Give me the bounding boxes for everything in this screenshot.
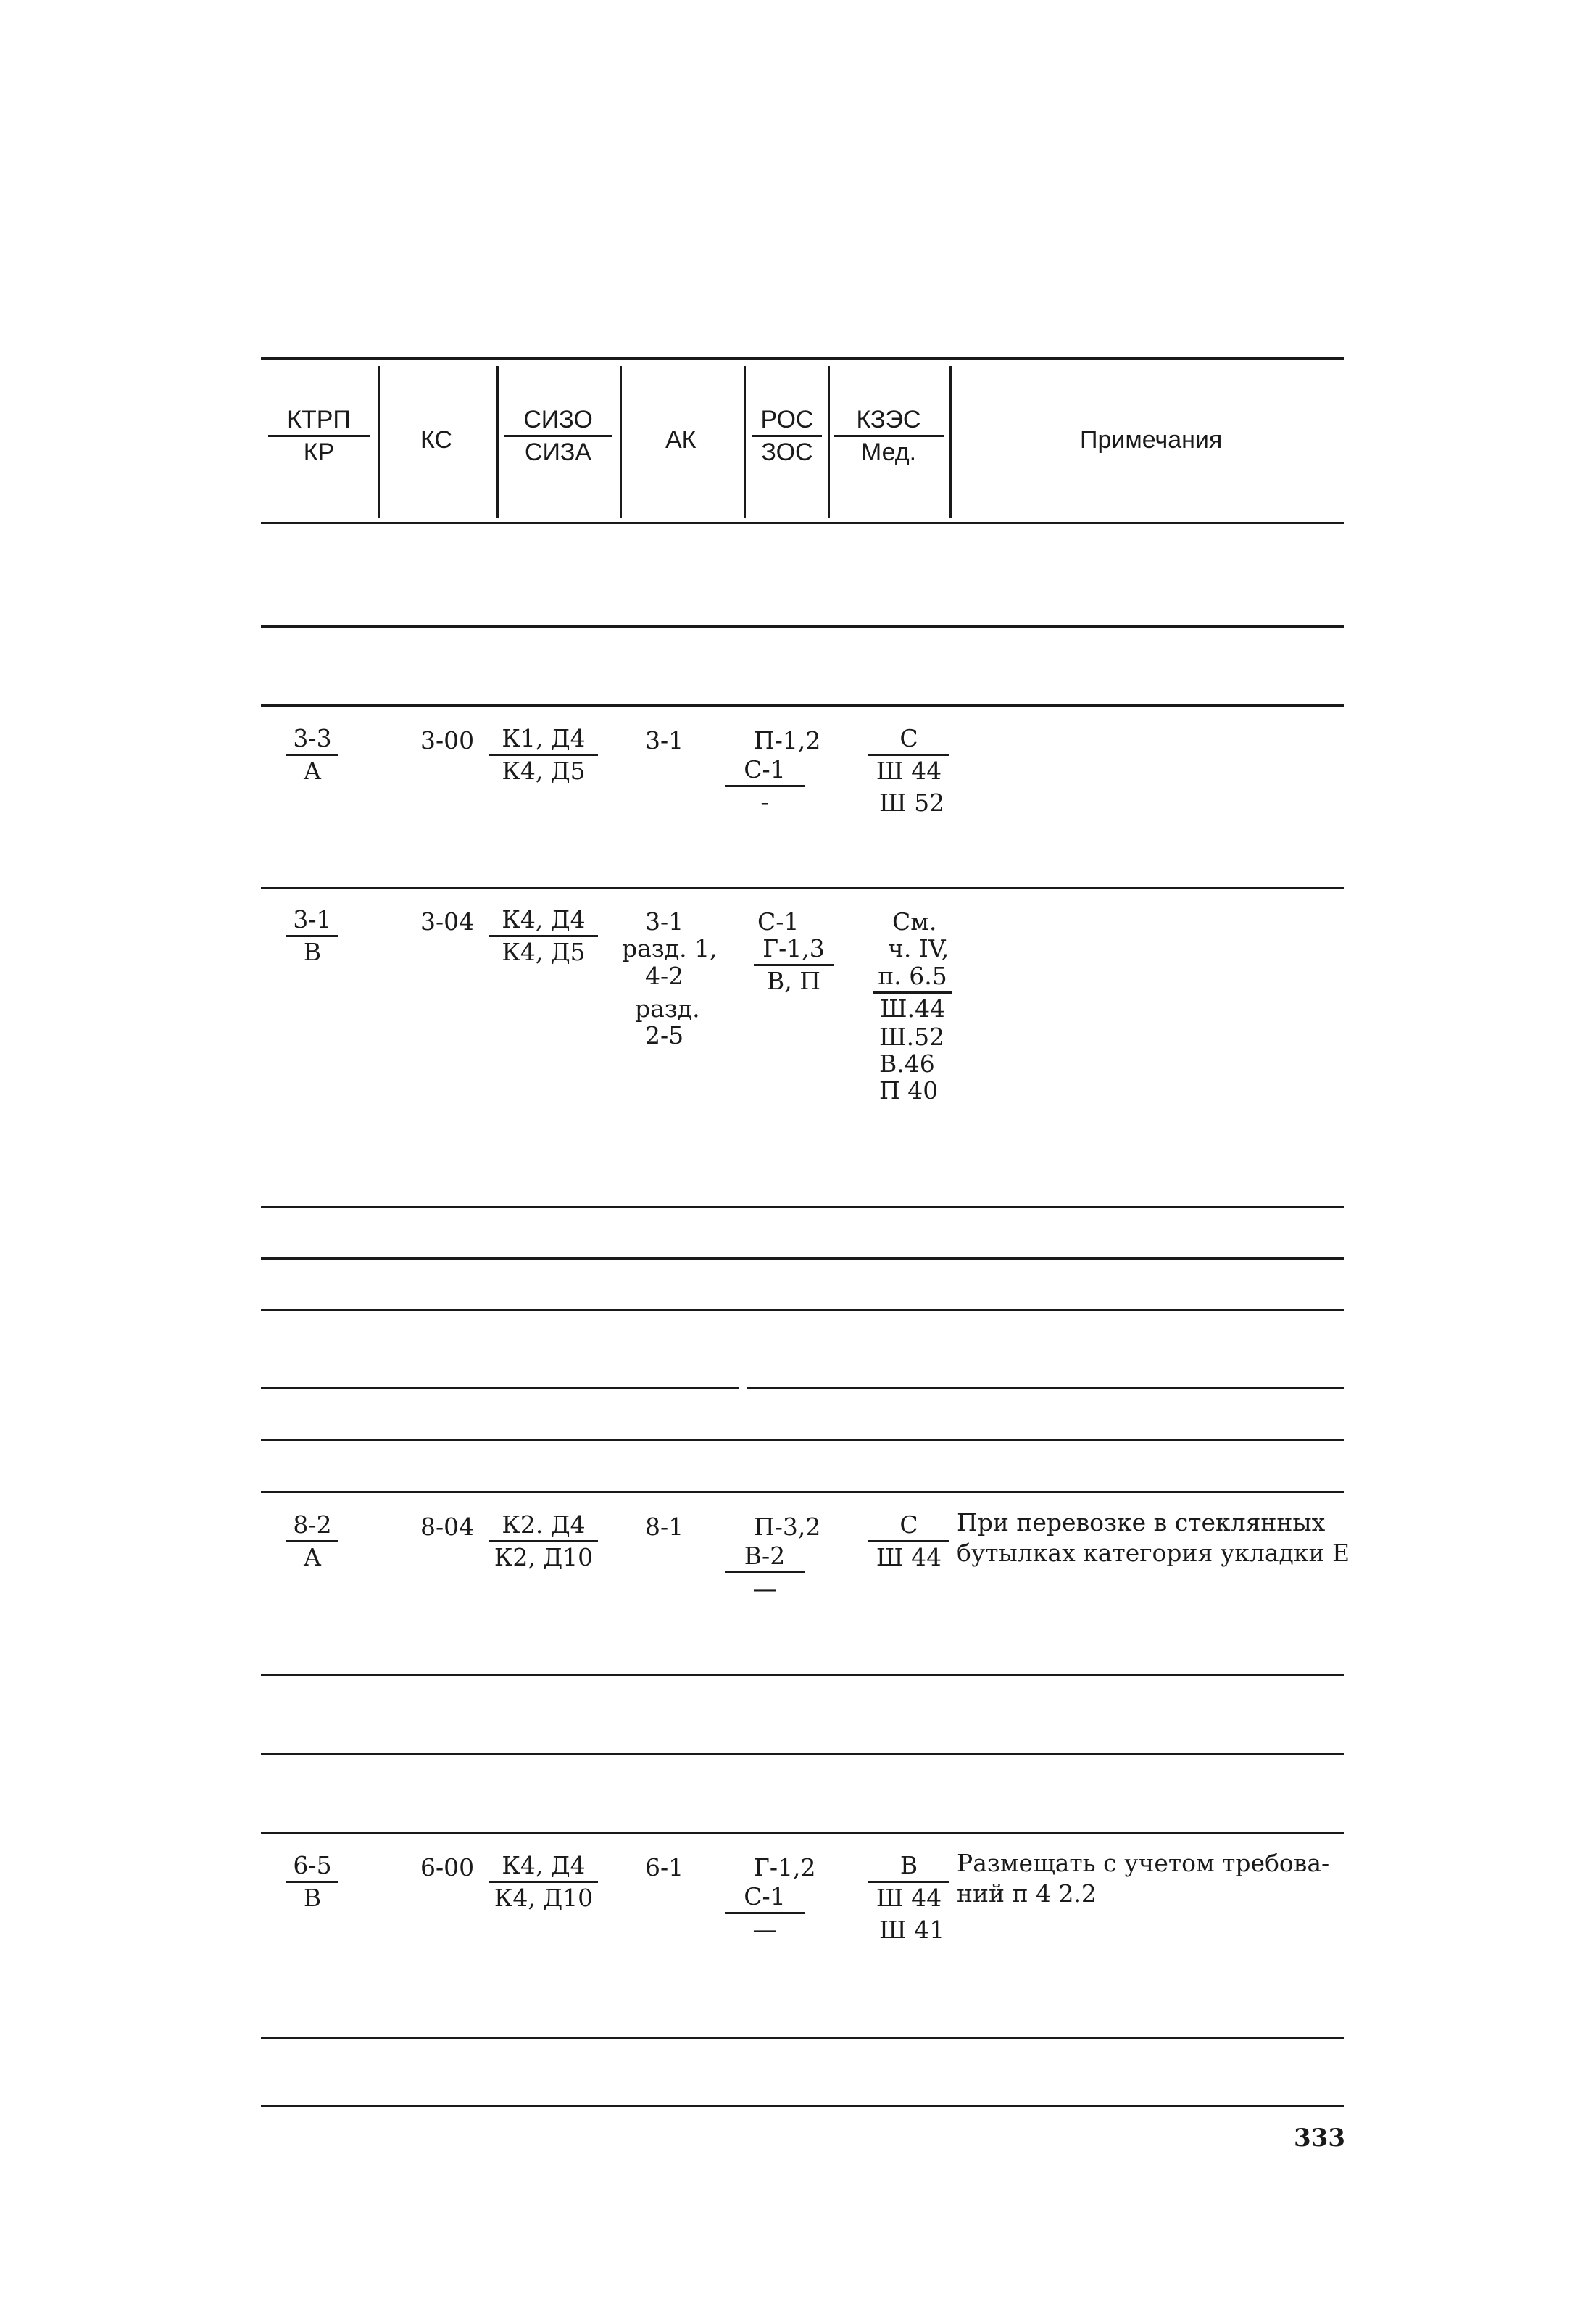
header-kzes: КЗЭС	[856, 406, 921, 433]
row-rule	[261, 1387, 739, 1389]
sizo-siza-cell	[489, 725, 598, 785]
kzes-value: С	[899, 724, 918, 752]
sizo-value: К2. Д4	[502, 1510, 586, 1539]
kr-value: В	[303, 1884, 322, 1912]
med-value: Ш 44	[876, 1543, 942, 1571]
ros-zos-cell	[754, 935, 834, 995]
kzes-value: п. 6.5	[878, 962, 947, 990]
ks-value: 6-00	[420, 1853, 475, 1882]
ros-extra-value: —	[752, 1574, 777, 1602]
row-rule	[261, 1753, 1344, 1755]
header-ks: КС	[420, 426, 452, 454]
med-value: Ш 44	[876, 757, 942, 785]
ak-value: 3-1	[645, 907, 684, 936]
zos-cell	[725, 1542, 805, 1602]
sizo-value: К1, Д4	[502, 724, 586, 752]
sizo-siza-cell	[489, 1511, 598, 1571]
kzes-extra-value: П 40	[879, 1076, 939, 1105]
kzes-extra-value: Ш 41	[879, 1916, 945, 1944]
header-divider	[620, 366, 622, 518]
row-rule	[261, 1206, 1344, 1208]
header-med: Мед.	[860, 438, 917, 466]
header-sizo-siza	[504, 406, 612, 466]
ktrp-kr-cell	[286, 725, 338, 785]
kzes-value: ч. IV,	[888, 934, 949, 962]
zos-cell	[725, 756, 805, 816]
header-divider	[496, 366, 499, 518]
ktrp-kr-cell	[286, 1511, 338, 1571]
row-rule	[747, 1387, 1344, 1389]
kzes-med-cell	[873, 962, 952, 1023]
row-rule	[261, 887, 1344, 889]
ktrp-kr-cell	[286, 1852, 338, 1912]
row-rule	[261, 2105, 1344, 2107]
row-rule	[261, 1439, 1344, 1441]
notes-cell	[957, 1848, 1344, 1909]
ros-value: Г-1,2	[754, 1853, 816, 1882]
header-ktrp: КТРП	[287, 406, 351, 433]
header-ros-zos	[752, 406, 822, 466]
kzes-value: См.	[892, 907, 937, 936]
siza-value: К4, Д10	[494, 1884, 594, 1912]
header-divider	[828, 366, 830, 518]
ktrp-kr-cell	[286, 906, 338, 966]
siza-value: К4, Д5	[502, 757, 586, 785]
ktrp-value: 3-3	[293, 724, 332, 752]
header-divider	[744, 366, 746, 518]
header-sizo: СИЗО	[523, 406, 593, 433]
ks-value: 3-00	[420, 726, 475, 754]
ros-value: Г-1,3	[762, 934, 825, 962]
sizo-siza-cell	[489, 906, 598, 966]
row-rule	[261, 2037, 1344, 2039]
kzes-med-cell	[868, 1511, 949, 1571]
row-rule	[261, 1491, 1344, 1493]
ktrp-value: 6-5	[293, 1851, 332, 1879]
header-ak: АК	[665, 426, 697, 454]
sizo-siza-cell	[489, 1852, 598, 1912]
header-kr: КР	[303, 438, 335, 466]
ak-value: 6-1	[645, 1853, 684, 1882]
kr-value: А	[303, 1543, 322, 1571]
kzes-value: В	[899, 1851, 918, 1879]
header-notes: Примечания	[1080, 426, 1223, 454]
med-value: Ш 44	[876, 1884, 942, 1912]
zos-value: С-1	[744, 1882, 786, 1911]
ros-extra-value: -	[760, 788, 769, 816]
med-value: Ш.44	[879, 994, 946, 1023]
ak-value: 4-2	[645, 962, 684, 990]
note-line: При перевозке в стеклянных	[957, 1508, 1326, 1537]
row-rule	[261, 1257, 1344, 1260]
header-ros: РОС	[760, 406, 814, 433]
kr-value: В	[303, 938, 322, 966]
row-rule	[261, 704, 1344, 707]
ak-value: 8-1	[645, 1513, 684, 1541]
kzes-med-cell	[868, 1852, 949, 1912]
siza-value: К2, Д10	[494, 1543, 594, 1571]
row-rule	[261, 1674, 1344, 1676]
header-top-rule	[261, 357, 1344, 360]
ks-value: 8-04	[420, 1513, 475, 1541]
ros-value: П-3,2	[754, 1513, 821, 1541]
kzes-extra-value: Ш 52	[879, 789, 945, 817]
ros-value: С-1	[757, 907, 799, 936]
row-rule	[261, 1832, 1344, 1834]
header-siza: СИЗА	[524, 438, 592, 466]
header-bottom-rule	[261, 522, 1344, 524]
note-line: бутылках категория укладки Е	[957, 1539, 1350, 1567]
ak-value: разд. 1,	[622, 934, 718, 962]
ak-value: 3-1	[645, 726, 684, 754]
note-line: ний п 4 2.2	[957, 1879, 1097, 1908]
row-rule	[261, 1309, 1344, 1311]
ktrp-value: 3-1	[293, 905, 332, 934]
ks-value: 3-04	[420, 907, 475, 936]
zos-value: В, П	[766, 967, 820, 995]
notes-cell	[957, 1508, 1350, 1568]
ak-value: разд.	[635, 994, 700, 1023]
row-rule	[261, 625, 1344, 628]
siza-value: К4, Д5	[502, 938, 586, 966]
ktrp-value: 8-2	[293, 1510, 332, 1539]
header-ktrp-kr	[268, 406, 370, 466]
zos-value: С-1	[744, 755, 786, 783]
page-number: 333	[1294, 2124, 1345, 2153]
kzes-extra-value: В.46	[879, 1049, 935, 1078]
ros-value: П-1,2	[754, 726, 821, 754]
note-line: Размещать с учетом требова-	[957, 1849, 1330, 1877]
sizo-value: К4, Д4	[502, 1851, 586, 1879]
kr-value: А	[303, 757, 322, 785]
ak-value: 2-5	[645, 1021, 684, 1049]
header-kzes-med	[834, 406, 944, 466]
header-zos: ЗОС	[761, 438, 813, 466]
zos-cell	[725, 1883, 805, 1943]
zos-value: В-2	[744, 1542, 786, 1570]
kzes-extra-value: Ш.52	[879, 1023, 945, 1051]
kzes-med-cell	[868, 725, 949, 785]
sizo-value: К4, Д4	[502, 905, 586, 934]
kzes-value: С	[899, 1510, 918, 1539]
ros-extra-value: —	[752, 1915, 777, 1943]
header-divider	[378, 366, 380, 518]
header-divider	[949, 366, 952, 518]
